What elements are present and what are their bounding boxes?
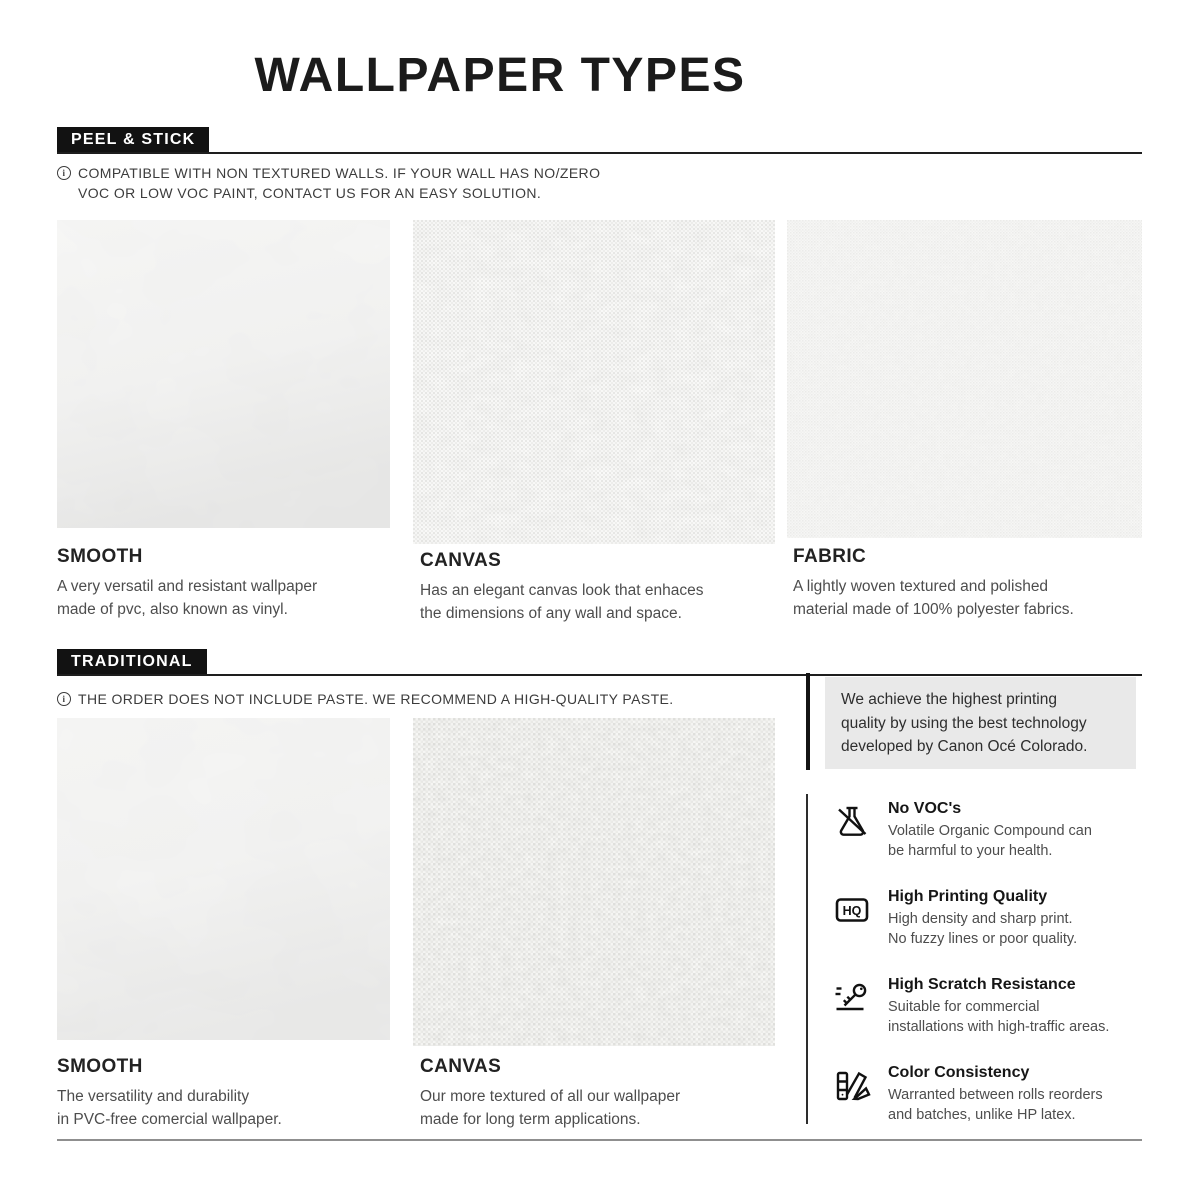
- bottom-divider: [57, 1139, 1142, 1141]
- smooth-texture: [57, 220, 390, 528]
- swatch-desc-line: Our more textured of all our wallpaper: [420, 1088, 681, 1105]
- info-icon: i: [57, 166, 71, 180]
- feature-desc-line: and batches, unlike HP latex.: [888, 1106, 1076, 1123]
- section-header-traditional: [57, 649, 1142, 676]
- canvas-texture: [413, 220, 775, 544]
- section-header-peel-stick: [57, 127, 1142, 154]
- feature-no-voc: [832, 800, 1144, 861]
- no-voc-flask-icon: [832, 802, 872, 842]
- feature-desc-line: No fuzzy lines or poor quality.: [888, 930, 1078, 947]
- feature-text: [888, 888, 1077, 949]
- smooth-texture: [57, 718, 390, 1040]
- key-scratch-icon: [832, 978, 872, 1018]
- swatch-caption-peel-canvas: [420, 550, 704, 625]
- swatch-caption-peel-fabric: [793, 546, 1074, 621]
- swatch-desc-line: Has an elegant canvas look that enhaces: [420, 582, 704, 599]
- features-list: [806, 794, 1144, 1124]
- swatch-name: CANVAS: [420, 1056, 502, 1077]
- swatch-desc-line: the dimensions of any wall and space.: [420, 605, 682, 622]
- note-line-2: [57, 183, 600, 203]
- swatch-desc-line: material made of 100% polyester fabrics.: [793, 601, 1074, 618]
- feature-title: No VOC's: [888, 800, 962, 817]
- page-title: WALLPAPER TYPES: [254, 49, 746, 102]
- swatch-name: CANVAS: [420, 550, 502, 571]
- swatch-caption-traditional-canvas: [420, 1056, 680, 1131]
- swatch-desc-line: A very versatil and resistant wallpaper: [57, 578, 318, 595]
- swatch-name: SMOOTH: [57, 546, 143, 567]
- fabric-texture: [787, 220, 1142, 538]
- swatch-image-traditional-canvas: [413, 718, 775, 1046]
- note-text: THE ORDER DOES NOT INCLUDE PASTE. WE RECOMMEND A HIGH-QUALITY PASTE.: [78, 691, 674, 707]
- section-badge-peel-stick: PEEL & STICK: [57, 127, 209, 152]
- feature-desc-line: Suitable for commercial: [888, 999, 1040, 1015]
- feature-desc-line: Warranted between rolls reorders: [888, 1087, 1103, 1103]
- feature-desc-line: Volatile Organic Compound can: [888, 823, 1092, 839]
- traditional-note: [57, 689, 674, 709]
- swatch-image-peel-canvas: [413, 220, 775, 544]
- feature-high-scratch-resistance: [832, 976, 1144, 1037]
- info-icon: i: [57, 692, 71, 706]
- feature-text: [888, 976, 1109, 1037]
- swatch-desc-line: made for long term applications.: [420, 1111, 641, 1128]
- feature-title: Color Consistency: [888, 1064, 1030, 1081]
- swatch-image-peel-fabric: [787, 220, 1142, 538]
- feature-text: [888, 800, 1092, 861]
- feature-desc-line: High density and sharp print.: [888, 911, 1073, 927]
- swatch-name: SMOOTH: [57, 1056, 143, 1077]
- feature-text: [888, 1064, 1103, 1125]
- quote-line: quality by using the best technology: [841, 714, 1087, 732]
- note-line-1: [57, 689, 674, 709]
- feature-title: High Printing Quality: [888, 888, 1048, 905]
- feature-title: High Scratch Resistance: [888, 976, 1076, 993]
- feature-desc-line: installations with high-traffic areas.: [888, 1018, 1110, 1035]
- hq-badge-icon: [832, 890, 872, 930]
- swatch-desc-line: The versatility and durability: [57, 1088, 250, 1105]
- quote-accent-bar: [806, 673, 810, 770]
- feature-color-consistency: [832, 1064, 1144, 1125]
- peel-stick-note: [57, 163, 600, 203]
- canvas-rough-texture: [413, 718, 775, 1046]
- swatch-desc-line: made of pvc, also known as vinyl.: [57, 601, 288, 618]
- note-text: VOC OR LOW VOC PAINT, CONTACT US FOR AN EASY SOLUTION.: [78, 185, 542, 201]
- quote-line: We achieve the highest printing: [841, 691, 1057, 708]
- svg-text:HQ: HQ: [842, 903, 862, 918]
- feature-high-printing-quality: [832, 888, 1144, 949]
- section-badge-traditional: TRADITIONAL: [57, 649, 207, 674]
- swatch-desc-line: A lightly woven textured and polished: [793, 578, 1049, 595]
- color-swatches-icon: [832, 1066, 872, 1106]
- feature-desc-line: be harmful to your health.: [888, 842, 1053, 859]
- swatch-desc-line: in PVC-free comercial wallpaper.: [57, 1111, 282, 1128]
- note-line-1: [57, 163, 600, 183]
- swatch-image-traditional-smooth: [57, 718, 390, 1040]
- swatch-name: FABRIC: [793, 546, 867, 567]
- swatch-image-peel-smooth: [57, 220, 390, 528]
- note-text: COMPATIBLE WITH NON TEXTURED WALLS. IF YOUR WALL HAS NO/ZERO: [78, 165, 601, 181]
- quote-line: developed by Canon Océ Colorado.: [841, 738, 1088, 755]
- printing-quality-quote: [825, 677, 1136, 769]
- swatch-caption-peel-smooth: [57, 546, 317, 621]
- swatch-caption-traditional-smooth: [57, 1056, 282, 1131]
